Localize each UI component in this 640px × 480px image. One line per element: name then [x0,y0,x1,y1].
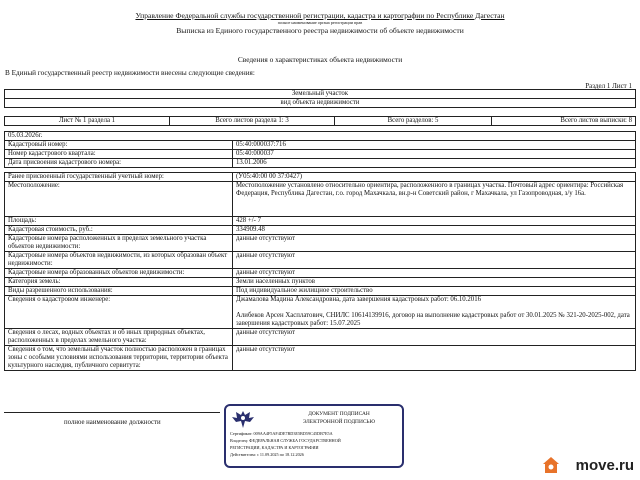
row-value: Под индивидуальное жилищное строительство [233,287,636,296]
row-value: данные отсутствуют [233,329,636,346]
row-label: Местоположение: [5,182,233,217]
row-label: Ранее присвоенный государственный учетный номер: [5,173,233,182]
row-value: 13.01.2006 [233,159,636,168]
row-value: данные отсутствуют [233,269,636,278]
watermark: move.ru [575,457,634,474]
row-label: Кадастровые номера объектов недвижимости, из которых образован объект недвижимости: [5,252,233,269]
sheet-number: Лист № 1 раздела 1 [5,117,170,126]
row-value [233,296,636,329]
position-caption: полное наименование должности [64,419,161,426]
row-value: 334909.48 [233,226,636,235]
table-row [5,287,636,296]
row-label: Кадастровый номер: [5,141,233,150]
home-icon [542,456,560,474]
e-signature-stamp [224,404,404,468]
table-row [5,296,636,329]
stamp-owner-2: РЕГИСТРАЦИИ, КАДАСТРА И КАРТОГРАФИИ [230,445,319,450]
characteristics-table [4,131,636,371]
row-label: Сведения о кадастровом инженере: [5,296,233,329]
row-label: Виды разрешенного использования: [5,287,233,296]
intro-text: В Единый государственный реестр недвижимости внесены следующие сведения: [5,69,255,77]
row-label: Сведения о том, что земельный участок полностью расположен в границах зоны с особыми условиями использования территории, территории объекта культурного наследия, публичного сервитута: [5,346,233,371]
object-type: Земельный участок [5,90,636,99]
table-row [5,217,636,226]
object-type-caption: вид объекта недвижимости [5,99,636,108]
table-row [5,329,636,346]
row-label: Категория земель: [5,278,233,287]
section-title: Сведения о характеристиках объекта недвижимости [237,55,403,64]
row-label: Дата присвоения кадастрового номера: [5,159,233,168]
table-row [5,252,636,269]
table-row [5,346,636,371]
object-type-table [4,89,636,108]
table-row [5,141,636,150]
stamp-title: ДОКУМЕНТ ПОДПИСАН [308,411,370,417]
total-sheets-section: Всего листов раздела 1: 3 [170,117,335,126]
row-label: Кадастровые номера образованных объектов недвижимости: [5,269,233,278]
table-row [5,182,636,217]
table-row [5,235,636,252]
extract-date: 05.03.2026г. [5,132,636,141]
row-label: Кадастровые номера расположенных в пределах земельного участка объектов недвижимости: [5,235,233,252]
row-value: данные отсутствуют [233,235,636,252]
row-value: 05:40:000037:716 [233,141,636,150]
row-label: Площадь: [5,217,233,226]
row-value: Местоположение установлено относительно ориентира, расположенного в границах участка. Почтовый адрес ориентира: Российская Федерация, Республика Дагестан, г.о. город Махачкала, вн.р-н Советский район, г Махачкала, ул Газопроводная, з/у 16а. [233,182,636,217]
row-label: Номер кадастрового квартала: [5,150,233,159]
row-value: 05:40:000037 [233,150,636,159]
stamp-subtitle: ЭЛЕКТРОННОЙ ПОДПИСЬЮ [302,419,376,425]
table-row [5,173,636,182]
row-value: данные отсутствуют [233,346,636,371]
document-title: Выписка из Единого государственного реестра недвижимости об объекте недвижимости [176,26,464,35]
total-sheets-extract: Всего листов выписки: 8 [492,117,636,126]
row-value: (У05:40:00 00 37:0427) [233,173,636,182]
stamp-validity: Действителен: с 11.09.2025 по 18.12.2026 [230,452,304,457]
agency-caption: полное наименование органа регистрации прав [277,20,363,25]
table-row [5,159,636,168]
engineer-1: Джамалова Мадина Александровна, дата завершения кадастровых работ: 06.10.2016 [236,296,481,303]
agency-name: Управление Федеральной службы государственной регистрации, кадастра и картографии по Республике Дагестан [135,11,505,20]
table-row [5,278,636,287]
row-value: данные отсутствуют [233,252,636,269]
stamp-owner: Владелец: ФЕДЕРАЛЬНАЯ СЛУЖБА ГОСУДАРСТВЕННОЙ [230,438,341,443]
stamp-certificate: Сертификат: 009AA4F5AF4DE7BD3E5BD59C45DB7E5A [230,431,333,436]
table-row [5,150,636,159]
row-label: Сведения о лесах, водных объектах и об иных природных объектах, расположенных в пределах земельного участка: [5,329,233,346]
table-row [5,226,636,235]
engineer-2: Алибеков Арсен Хасплатович, СНИЛС 10614139916, договор на выполнение кадастровых работ от 30.01.2025 № 321-20-2025-002, дата завершения кадастровых работ: 15.07.2025 [236,312,630,327]
sheet-info-table [4,116,636,126]
section-label: Раздел 1 Лист 1 [585,82,632,90]
coat-of-arms-icon [230,408,256,430]
row-label: Кадастровая стоимость, руб.: [5,226,233,235]
table-row [5,269,636,278]
row-value: 428 +/- 7 [233,217,636,226]
row-value: Земли населенных пунктов [233,278,636,287]
total-sections: Всего разделов: 5 [335,117,492,126]
